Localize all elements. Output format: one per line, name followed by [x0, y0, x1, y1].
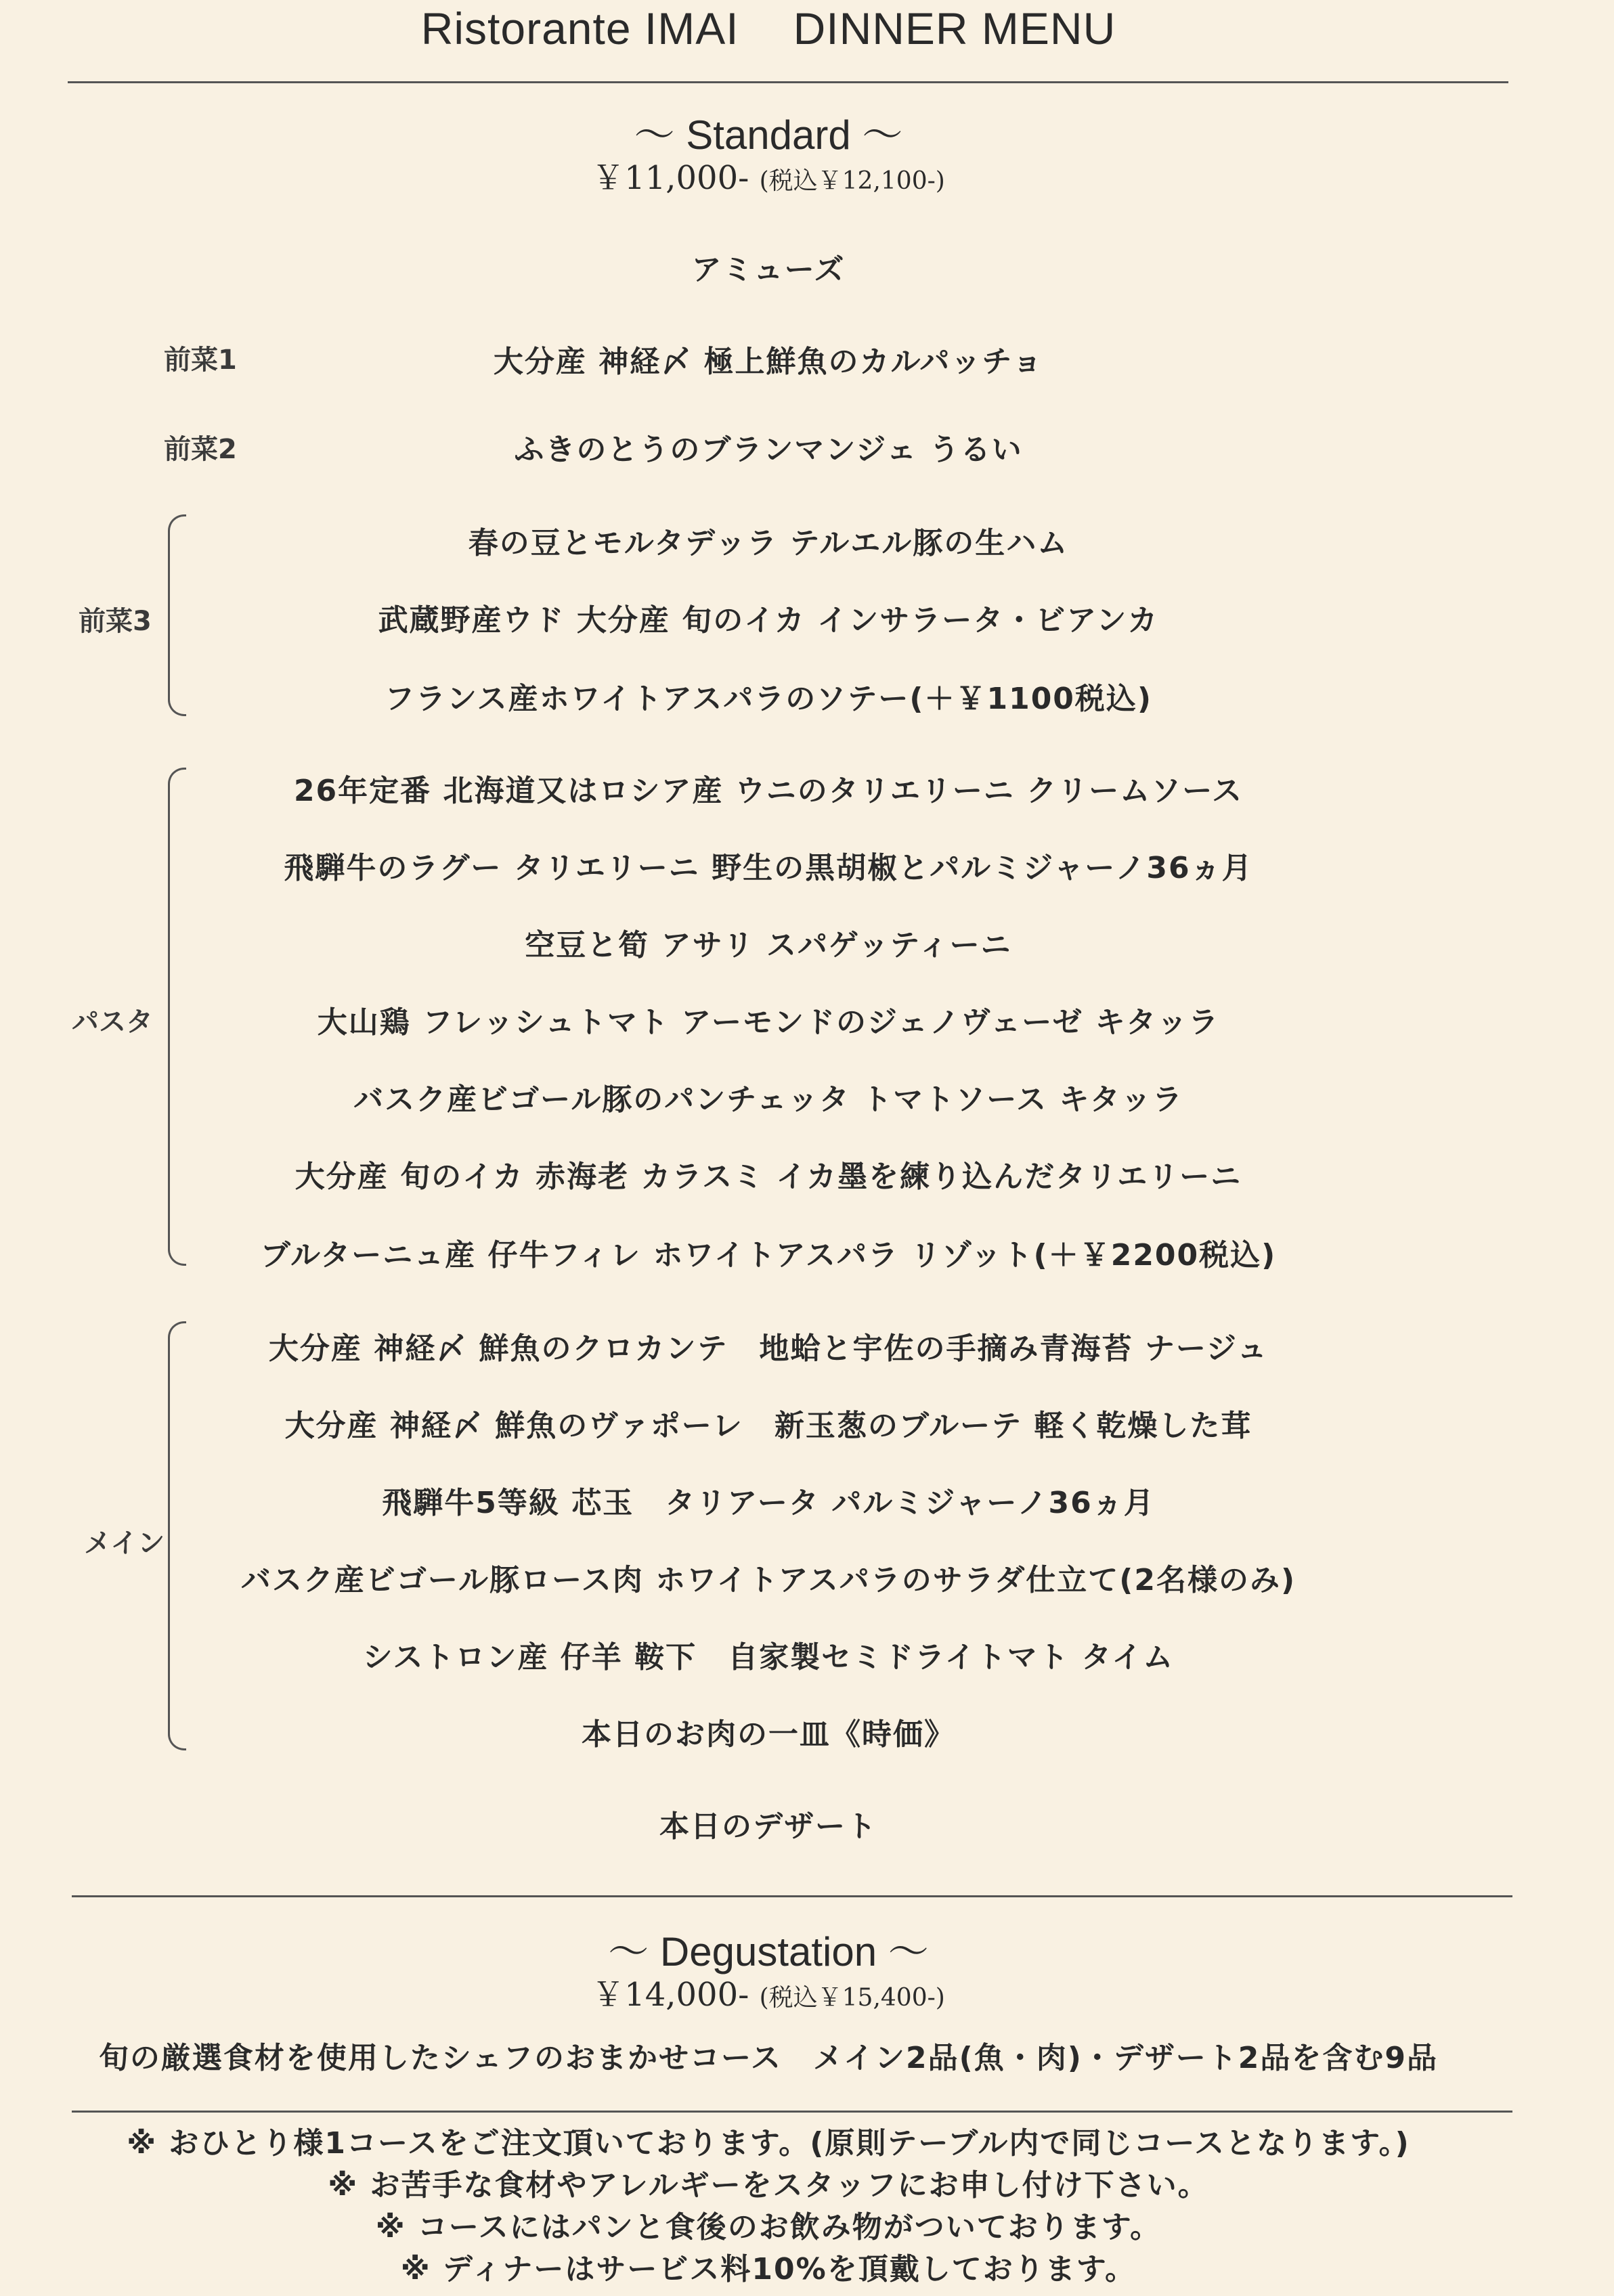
pasta-item: 大分産 旬のイカ 赤海老 カラスミ イカ墨を練り込んだタリエリーニ	[295, 1160, 1242, 1194]
zensai1-item: 大分産 神経〆 極上鮮魚のカルパッチョ	[493, 345, 1044, 379]
degustation-title: ～ Degustation ～	[608, 1929, 929, 1974]
menu-header	[0, 3, 1537, 54]
standard-title: ～ Standard ～	[634, 112, 903, 158]
standard-price	[0, 152, 1537, 198]
main-bracket	[168, 1321, 186, 1750]
zensai3-item: 春の豆とモルタデッラ テルエル豚の生ハム	[468, 526, 1069, 560]
pasta-item: 飛騨牛のラグー タリエリーニ 野生の黒胡椒とパルミジャーノ36ヵ月	[284, 851, 1253, 885]
dessert-item: 本日のデザート	[659, 1809, 877, 1844]
main-item: バスク産ビゴール豚ロース肉 ホワイトアスパラのサラダ仕立て(2名様のみ)	[240, 1563, 1296, 1597]
header-divider	[68, 81, 1508, 83]
degustation-price-value: ￥14,000-	[592, 1976, 749, 2014]
pasta-item: バスク産ビゴール豚のパンチェッタ トマトソース キタッラ	[353, 1082, 1183, 1117]
pasta-item: 空豆と筍 アサリ スパゲッティーニ	[525, 928, 1012, 963]
notes-divider	[72, 2111, 1512, 2113]
pasta-item: 26年定番 北海道又はロシア産 ウニのタリエリーニ クリームソース	[293, 774, 1244, 808]
zensai2-item: ふきのとうのブランマンジェ うるい	[514, 433, 1023, 467]
main-item: 大分産 神経〆 鮮魚のヴァポーレ 新玉葱のブルーテ 軽く乾燥した茸	[284, 1409, 1252, 1443]
standard-price-value: ￥11,000-	[592, 159, 749, 197]
pasta-label: パスタ	[72, 1007, 153, 1038]
note-line: ※ おひとり様1コースをご注文頂いております。(原則テーブル内で同じコースとなります。)	[127, 2126, 1410, 2161]
main-item: シストロン産 仔羊 鞍下 自家製セミドライトマト タイム	[362, 1640, 1175, 1675]
amuse-item: アミューズ	[691, 252, 846, 287]
degustation-price	[0, 1968, 1537, 2015]
zensai3-item: フランス産ホワイトアスパラのソテー(＋￥1100税込)	[384, 682, 1153, 716]
restaurant-name: Ristorante IMAI	[420, 3, 739, 53]
main-label: メイン	[84, 1528, 165, 1559]
note-line: ※ お苦手な食材やアレルギーをスタッフにお申し付け下さい。	[328, 2168, 1209, 2203]
zensai2-label: 前菜2	[164, 434, 237, 465]
note-line: ※ コースにはパンと食後のお飲み物がついております。	[375, 2210, 1162, 2245]
pasta-item: 大山鶏 フレッシュトマト アーモンドのジェノヴェーゼ キタッラ	[317, 1005, 1220, 1040]
pasta-item: ブルターニュ産 仔牛フィレ ホワイトアスパラ リゾット(＋￥2200税込)	[260, 1238, 1277, 1273]
main-item: 大分産 神経〆 鮮魚のクロカンテ 地蛤と宇佐の手摘み青海苔 ナージュ	[268, 1331, 1269, 1366]
zensai3-label: 前菜3	[79, 606, 152, 637]
zensai1-label: 前菜1	[164, 345, 237, 376]
degustation-description: 旬の厳選食材を使用したシェフのおまかせコース メイン2品(魚・肉)・デザート2品を含む9品	[98, 2041, 1439, 2075]
menu-title: DINNER MENU	[793, 3, 1116, 53]
course-divider	[72, 1895, 1512, 1897]
main-item: 本日のお肉の一皿《時価》	[582, 1717, 955, 1752]
degustation-price-tax: (税込￥15,400-)	[759, 1984, 945, 2012]
standard-price-tax: (税込￥12,100-)	[759, 167, 945, 195]
note-line: ※ ディナーはサービス料10%を頂戴しております。	[400, 2252, 1137, 2287]
zensai3-item: 武蔵野産ウド 大分産 旬のイカ インサラータ・ビアンカ	[378, 603, 1159, 638]
main-item: 飛騨牛5等級 芯玉 タリアータ パルミジャーノ36ヵ月	[382, 1486, 1155, 1520]
